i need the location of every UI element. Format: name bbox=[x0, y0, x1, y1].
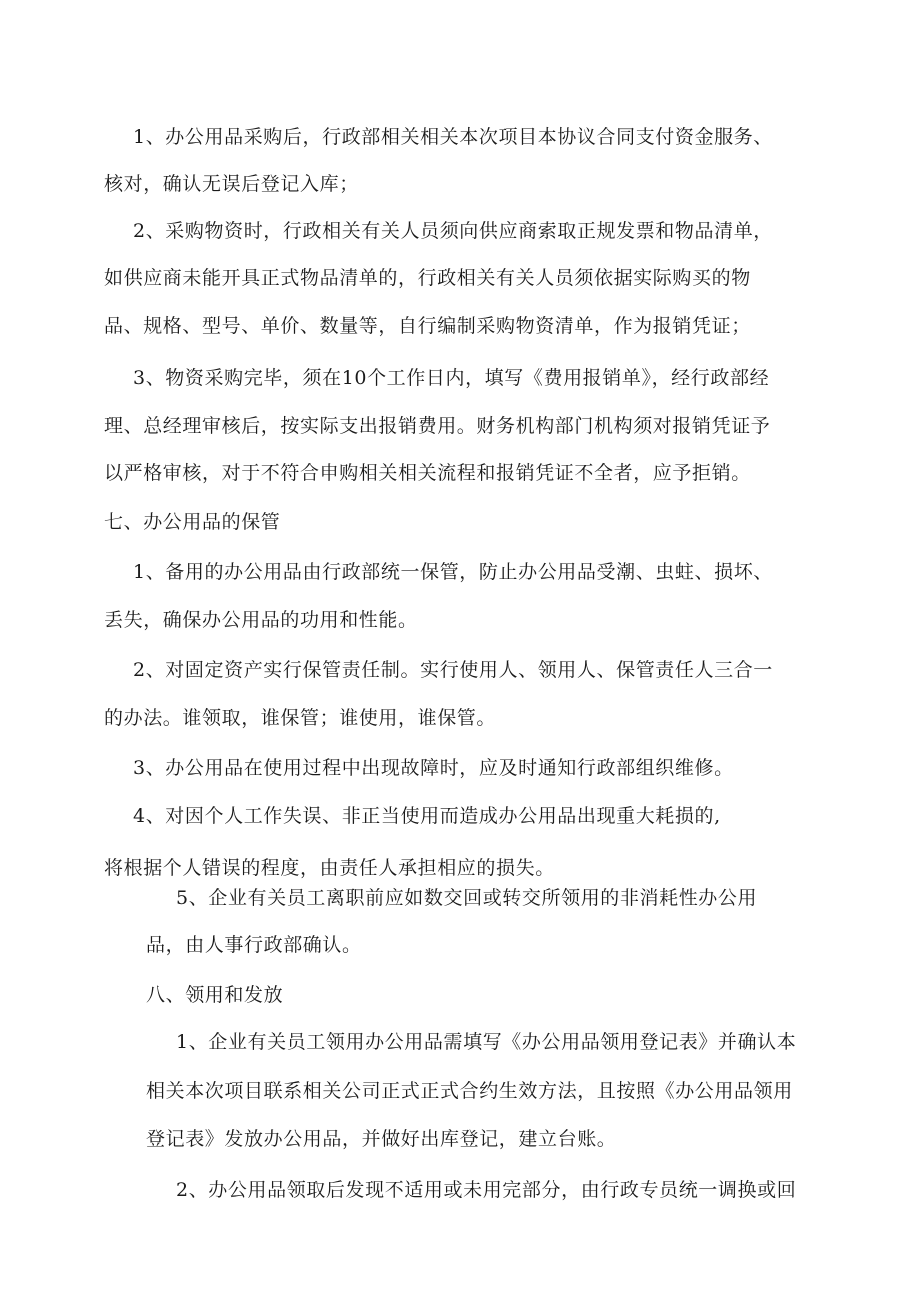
text-line: 登记表》发放办公用品，并做好出库登记，建立台账。 bbox=[146, 1128, 617, 1150]
section-heading: 八、领用和发放 bbox=[146, 984, 284, 1006]
text-line: 以严格审核，对于不符合申购相关相关流程和报销凭证不全者，应予拒销。 bbox=[104, 462, 751, 484]
section-heading: 七、办公用品的保管 bbox=[104, 511, 281, 533]
text-line: 如供应商未能开具正式物品清单的，行政相关有关人员须依据实际购买的物 bbox=[104, 267, 751, 289]
text-line: 品，由人事行政部确认。 bbox=[146, 934, 362, 956]
text-line: 1、备用的办公用品由行政部统一保管，防止办公用品受潮、虫蛀、损坏、 bbox=[133, 561, 773, 583]
text-line: 核对，确认无误后登记入库； bbox=[104, 173, 359, 195]
text-line: 丢失，确保办公用品的功用和性能。 bbox=[104, 609, 418, 631]
text-line: 3、办公用品在使用过程中出现故障时，应及时通知行政部组织维修。 bbox=[133, 757, 734, 779]
text-line: 2、对固定资产实行保管责任制。实行使用人、领用人、保管责任人三合一 bbox=[133, 659, 773, 681]
text-line: 2、采购物资时，行政相关有关人员须向供应商索取正规发票和物品清单， bbox=[133, 220, 773, 242]
text-line: 理、总经理审核后，按实际支出报销费用。财务机构部门机构须对报销凭证予 bbox=[104, 415, 771, 437]
text-line: 2、办公用品领取后发现不适用或未用完部分，由行政专员统一调换或回 bbox=[176, 1179, 797, 1201]
text-line: 的办法。谁领取，谁保管；谁使用，谁保管。 bbox=[104, 707, 497, 729]
text-line: 相关本次项目联系相关公司正式正式合约生效方法，且按照《办公用品领用 bbox=[146, 1080, 793, 1102]
text-line: 将根据个人错误的程度，由责任人承担相应的损失。 bbox=[104, 857, 555, 879]
text-line: 5、企业有关员工离职前应如数交回或转交所领用的非消耗性办公用 bbox=[176, 887, 758, 909]
text-line: 1、办公用品采购后，行政部相关相关本次项目本协议合同支付资金服务、 bbox=[133, 126, 773, 148]
text-line: 品、规格、型号、单价、数量等，自行编制采购物资清单，作为报销凭证； bbox=[104, 315, 751, 337]
text-line: 3、物资采购完毕，须在10个工作日内，填写《费用报销单》，经行政部经 bbox=[133, 367, 770, 389]
text-line: 1、企业有关员工领用办公用品需填写《办公用品领用登记表》并确认本 bbox=[176, 1031, 797, 1053]
text-line: 4、对因个人工作失误、非正当使用而造成办公用品出现重大耗损的, bbox=[133, 805, 721, 827]
